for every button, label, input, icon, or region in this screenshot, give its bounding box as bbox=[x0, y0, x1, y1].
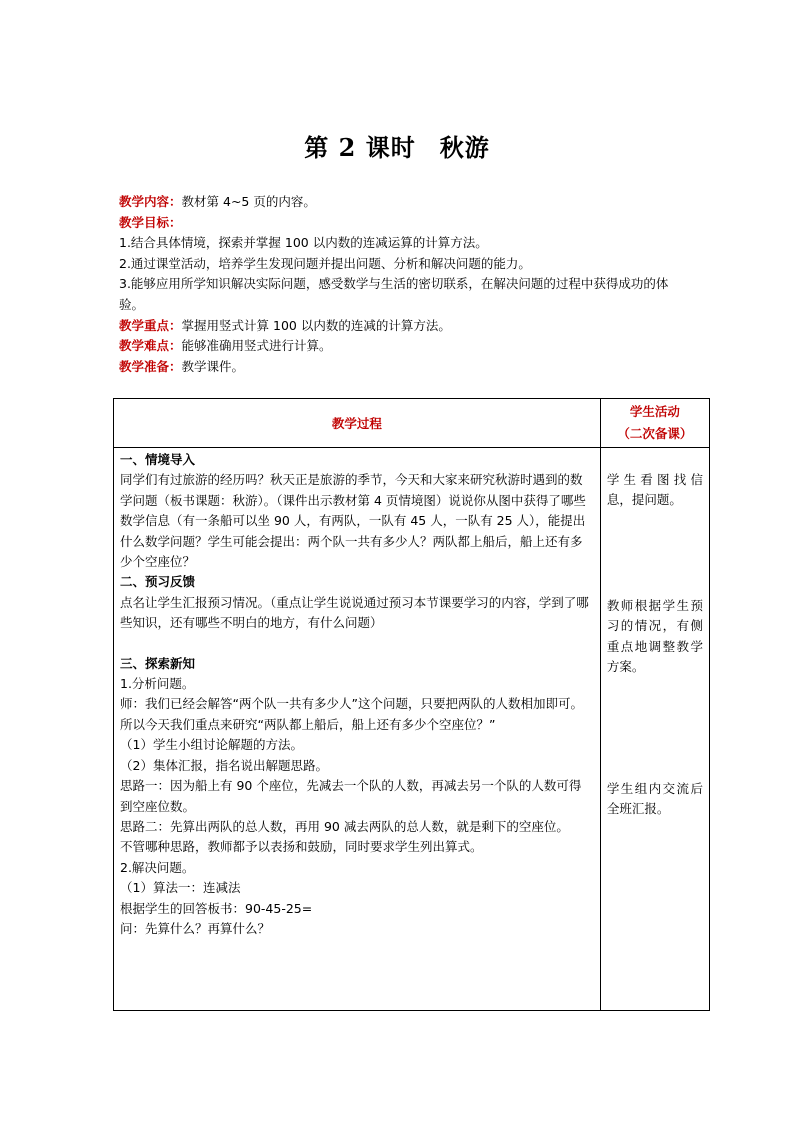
difficult-row bbox=[119, 336, 689, 357]
key-text: 掌握用竖式计算 100 以内数的连减的计算方法。 bbox=[181, 317, 451, 333]
key-label: 教学重点： bbox=[119, 317, 182, 333]
student-activity-column bbox=[600, 448, 709, 1011]
section-heading: 一、情境导入 bbox=[120, 452, 196, 467]
teaching-process-table bbox=[113, 398, 710, 1011]
section-paragraph: 师：我们已经会解答“两个队一共有多少人”这个问题，只要把两队的人数相加即可。所以今天我们重点来研究“两队都上船后，船上还有多少个空座位？” bbox=[120, 696, 583, 732]
section-heading: 三、探索新知 bbox=[120, 655, 196, 671]
title-lesson: 第 2 课时 bbox=[304, 133, 416, 162]
section-paragraph: （2）集体汇报，指名说出解题思路。 bbox=[120, 757, 328, 773]
section-paragraph: 点名让学生汇报预习情况。（重点让学生说说通过预习本节课要学习的内容，学到了哪些知识，还有哪些不明白的地方，有什么问题） bbox=[120, 594, 589, 631]
goals-row bbox=[119, 213, 689, 234]
difficult-label: 教学难点： bbox=[119, 338, 182, 354]
header-teaching-process: 教学过程 bbox=[114, 399, 601, 448]
key-row bbox=[119, 316, 689, 337]
header-side-line1: 学生活动 bbox=[629, 404, 680, 419]
student-activity-note: 教师根据学生预习的情况，有侧重点地调整教学方案。 bbox=[606, 598, 703, 675]
content-label: 教学内容： bbox=[119, 194, 182, 209]
content-text: 教材第 4~5 页的内容。 bbox=[181, 194, 316, 209]
section-paragraph: 问：先算什么？再算什么？ bbox=[120, 920, 271, 936]
prep-row bbox=[119, 357, 689, 378]
section-paragraph: 1.分析问题。 bbox=[120, 676, 195, 692]
title-topic: 秋游 bbox=[439, 133, 490, 162]
page-title bbox=[0, 128, 794, 163]
section-paragraph: 2.解决问题。 bbox=[120, 859, 195, 875]
goals-label: 教学目标： bbox=[119, 214, 182, 230]
student-activity-note: 学生组内交流后全班汇报。 bbox=[606, 781, 703, 817]
header-student-activity bbox=[600, 399, 709, 448]
content-row bbox=[119, 192, 689, 213]
section-paragraph: 同学们有过旅游的经历吗？秋天正是旅游的季节，今天和大家来研究秋游时遇到的数学问题（板书课题：秋游）。（课件出示教材第 4 页情境图）说说你从图中获得了哪些数学信息（有一条船可以坐 90 人，有两队，一队有 45 人，一队有 25 人），能提出什么数学问题？学生可能会提出：两个队一共有多少人？两队都上船后，船上还有多少个空座位？ bbox=[120, 472, 586, 570]
goal-item: 1.结合具体情境，探索并掌握 100 以内数的连减运算的计算方法。 bbox=[119, 235, 488, 251]
difficult-text: 能够准确用竖式进行计算。 bbox=[181, 338, 332, 354]
student-activity-note: 学生看图找信息，提问题。 bbox=[606, 472, 703, 508]
section-paragraph: 思路二：先算出两队的总人数，再用 90 减去两队的总人数，就是剩下的空座位。 bbox=[120, 818, 569, 834]
section-paragraph: 不管哪种思路，教师都予以表扬和鼓励，同时要求学生列出算式。 bbox=[120, 839, 483, 855]
table-body-row bbox=[114, 448, 710, 1011]
section-paragraph: （1）学生小组讨论解题的方法。 bbox=[120, 737, 303, 753]
lesson-meta bbox=[119, 192, 689, 377]
process-content bbox=[114, 448, 601, 1011]
goal-item: 2.通过课堂活动，培养学生发现问题并提出问题、分析和解决问题的能力。 bbox=[119, 255, 531, 271]
prep-text: 教学课件。 bbox=[181, 358, 245, 374]
header-side-line2: （二次备课） bbox=[617, 426, 693, 441]
prep-label: 教学准备： bbox=[119, 358, 182, 374]
section-paragraph: 思路一：因为船上有 90 个座位，先减去一个队的人数，再减去另一个队的人数可得到空座位数。 bbox=[120, 778, 582, 814]
section-paragraph: 根据学生的回答板书：90-45-25= bbox=[120, 900, 313, 916]
goal-item: 3.能够应用所学知识解决实际问题，感受数学与生活的密切联系，在解决问题的过程中获得成功的体验。 bbox=[119, 276, 669, 312]
section-heading: 二、预习反馈 bbox=[120, 574, 196, 590]
section-paragraph: （1）算法一：连减法 bbox=[120, 880, 241, 896]
table-header-row bbox=[114, 399, 710, 448]
